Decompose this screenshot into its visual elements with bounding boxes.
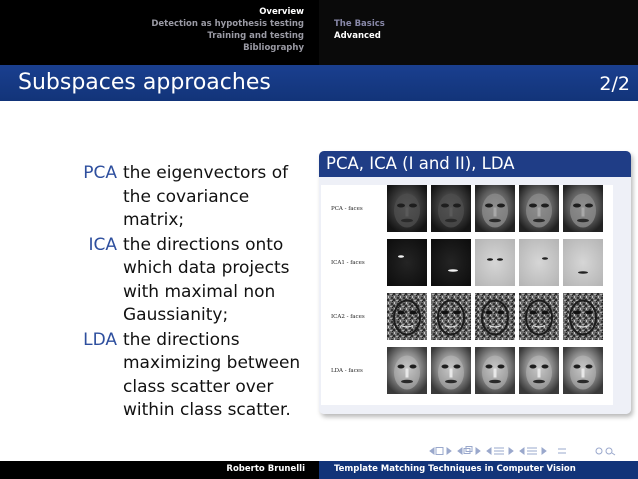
- section-nav-icon[interactable]: [520, 448, 546, 454]
- figure-row-label: PCA - faces: [331, 205, 363, 212]
- basis-face-image: [431, 185, 471, 232]
- basis-face-image: [387, 185, 427, 232]
- nav-section-detection[interactable]: Detection as hypothesis testing: [151, 19, 304, 29]
- basis-faces-grid: [321, 185, 613, 405]
- basis-face-image: [475, 293, 515, 340]
- search-icon[interactable]: [596, 448, 615, 455]
- footer-talk-title: Template Matching Techniques in Computer Vision: [334, 464, 576, 474]
- nav-section-training[interactable]: Training and testing: [207, 31, 304, 41]
- basis-face-image: [563, 185, 603, 232]
- basis-face-image: [563, 239, 603, 286]
- basis-face-image: [475, 347, 515, 394]
- figure-row-label: ICA1 - faces: [331, 259, 365, 266]
- footer-author: Roberto Brunelli: [226, 464, 305, 474]
- basis-face-image: [431, 293, 471, 340]
- nav-section-overview[interactable]: Overview: [259, 7, 304, 17]
- frame-nav-icon[interactable]: [458, 447, 480, 455]
- basis-face-image: [387, 293, 427, 340]
- nav-subsection-advanced[interactable]: Advanced: [334, 31, 381, 41]
- footer-title-box: [319, 461, 638, 479]
- frame-title: Subspaces approaches: [18, 70, 271, 95]
- headline-navigation: [0, 0, 638, 65]
- definition-item: [60, 329, 310, 423]
- basis-face-image: [519, 239, 559, 286]
- frame-page-number: 2/2: [599, 73, 630, 95]
- figure-row-label: LDA - faces: [331, 367, 363, 374]
- basis-face-image: [387, 347, 427, 394]
- basis-face-image: [563, 293, 603, 340]
- basis-faces-figure: [321, 185, 613, 405]
- basis-face-image: [475, 239, 515, 286]
- definition-list: [60, 162, 310, 424]
- basis-face-image: [519, 347, 559, 394]
- section-navigation: [0, 0, 319, 65]
- definition-term: LDA: [83, 329, 117, 350]
- frame-title-bar: [0, 65, 638, 101]
- definition-description: the directions onto which data projects with maximal non Gaussianity;: [123, 234, 290, 325]
- figure-row-label: ICA2 - faces: [331, 313, 365, 320]
- definition-term: PCA: [83, 163, 117, 183]
- block-body: [319, 177, 631, 414]
- subsection-nav-icon[interactable]: [487, 448, 513, 454]
- basis-face-image: [431, 347, 471, 394]
- nav-section-bibliography[interactable]: Bibliography: [243, 43, 304, 53]
- definition-term: ICA: [88, 234, 117, 255]
- basis-face-image: [519, 185, 559, 232]
- basis-face-image: [475, 185, 515, 232]
- footer: [0, 461, 638, 479]
- definition-description: the eigenvectors of the covariance matrix;: [123, 163, 289, 230]
- footer-author-box: [0, 461, 319, 479]
- basis-face-image: [387, 239, 427, 286]
- definition-item: [60, 162, 310, 233]
- definition-item: [60, 234, 310, 328]
- definition-description: the directions maximizing between class scatter over within class scatter.: [123, 329, 301, 420]
- basis-face-image: [563, 347, 603, 394]
- figure-block: [319, 151, 631, 414]
- nav-subsection-basics[interactable]: The Basics: [334, 19, 385, 29]
- beamer-navigation-symbols: [428, 445, 628, 457]
- basis-face-image: [431, 239, 471, 286]
- align-icon[interactable]: [558, 449, 566, 453]
- slide-nav-icon[interactable]: [430, 448, 451, 455]
- subsection-navigation: [319, 0, 638, 65]
- block-title: PCA, ICA (I and II), LDA: [319, 151, 631, 177]
- basis-face-image: [519, 293, 559, 340]
